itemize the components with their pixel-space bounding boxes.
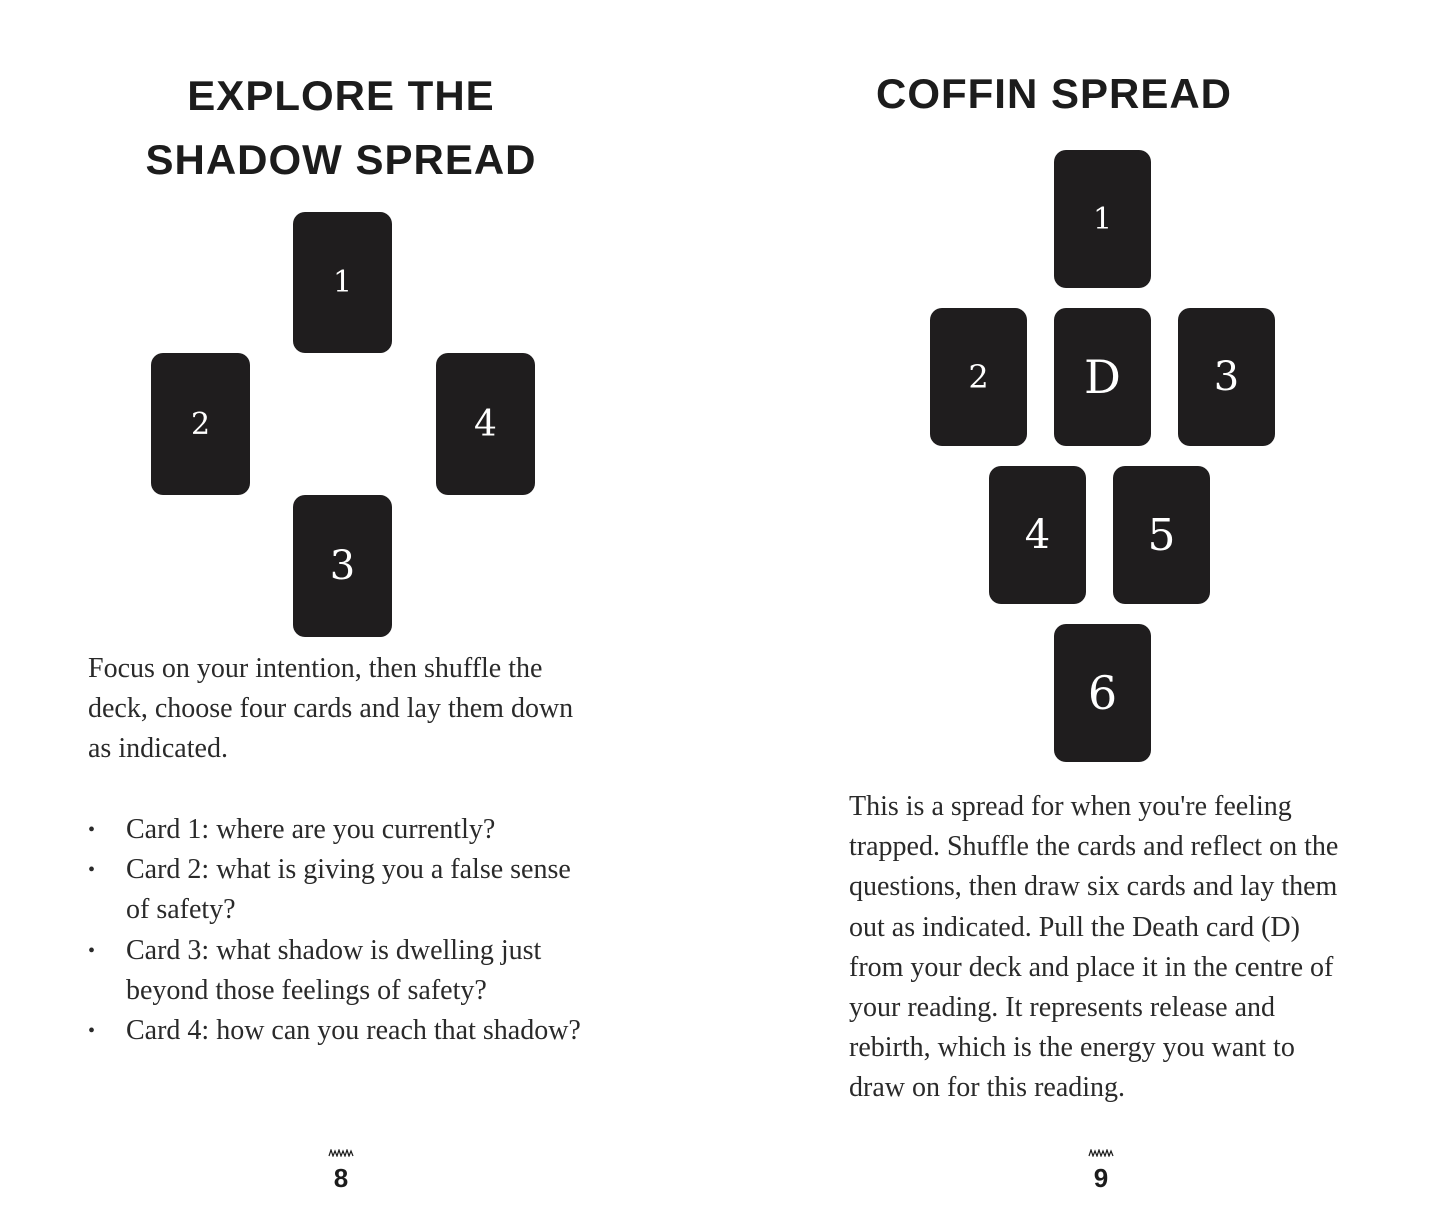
ornament-icon — [328, 1149, 354, 1157]
bullet-icon: • — [88, 859, 96, 882]
page-number: 8 — [333, 1163, 349, 1193]
card-2 — [151, 353, 250, 495]
bullet-icon: • — [88, 1020, 96, 1043]
list-item — [88, 931, 598, 1011]
coffin-spread-body: This is a spread for when you're feeling trapped. Shuffle the cards and reflect on the questions, then draw six cards and lay them out as indicated. Pull the Death card (D) from your deck and place it in the centre of your reading. It represents release and rebirth, which is the energy you want to draw on for this reading. — [849, 791, 1339, 1104]
list-item — [88, 850, 598, 930]
card-2-label: 2 — [190, 406, 211, 442]
shadow-spread-title — [0, 64, 702, 192]
card-question-list — [88, 810, 598, 1051]
title-line-1: EXPLORE THE — [187, 72, 495, 119]
card-6 — [1054, 624, 1151, 762]
list-item — [88, 1011, 598, 1051]
card-4-label: 4 — [474, 403, 497, 445]
card-5-label: 5 — [1147, 509, 1176, 561]
card-4 — [436, 353, 535, 495]
list-item-text: Card 1: where are you currently? — [126, 814, 496, 845]
card-1 — [1054, 150, 1151, 288]
title-line-2: SHADOW SPREAD — [145, 136, 537, 183]
card-death — [1054, 308, 1151, 446]
list-item — [88, 810, 598, 850]
list-item-text: Card 2: what is giving you a false sense of safety? — [126, 854, 571, 926]
bullet-icon: • — [88, 939, 96, 962]
list-item-text: Card 3: what shadow is dwelling just beyond those feelings of safety? — [126, 934, 542, 1006]
card-4 — [989, 466, 1086, 604]
ornament-icon — [1088, 1149, 1114, 1157]
page-number: 9 — [1093, 1163, 1109, 1193]
card-3 — [293, 495, 392, 637]
bullet-icon: • — [88, 819, 96, 841]
left-folio — [311, 1149, 371, 1193]
card-1-label: 1 — [332, 265, 353, 300]
card-3-label: 3 — [1213, 354, 1240, 400]
right-folio — [1071, 1149, 1131, 1193]
card-4-label: 4 — [1024, 512, 1051, 558]
title-line-1: COFFIN SPREAD — [875, 70, 1232, 117]
left-page — [0, 0, 722, 1229]
card-1 — [293, 212, 392, 353]
card-1-label: 1 — [1092, 201, 1113, 237]
card-death-label: D — [1084, 350, 1121, 404]
card-5 — [1113, 466, 1210, 604]
card-3 — [1178, 308, 1275, 446]
card-3-label: 3 — [329, 543, 356, 589]
card-2-label: 2 — [968, 358, 989, 396]
card-6-label: 6 — [1087, 666, 1118, 720]
card-2 — [930, 308, 1027, 446]
coffin-spread-title — [693, 62, 1415, 126]
right-page — [723, 0, 1445, 1229]
list-item-text: Card 4: how can you reach that shadow? — [126, 1015, 581, 1047]
shadow-spread-intro: Focus on your intention, then shuffle the deck, choose four cards and lay them down as indicated. — [88, 653, 574, 765]
